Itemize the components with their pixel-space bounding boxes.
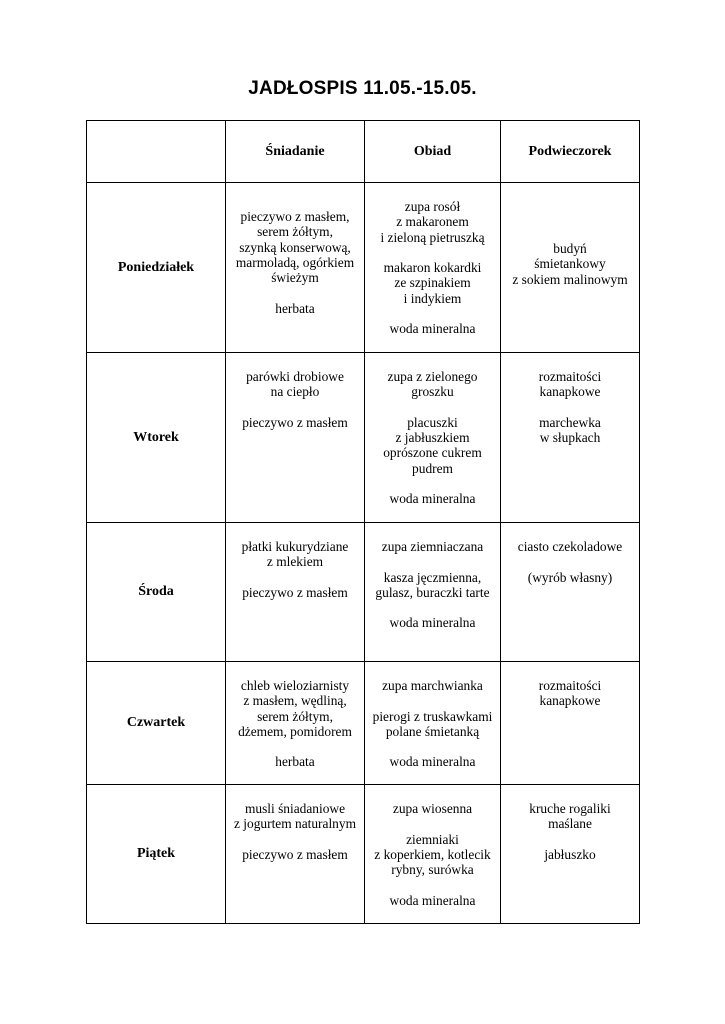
header-empty (87, 121, 226, 183)
menu-item-line: oprószone cukrem (383, 445, 482, 461)
menu-item-line: i zieloną pietruszką (380, 229, 485, 245)
sniadanie-cell (226, 523, 365, 662)
menu-table (86, 120, 640, 924)
menu-item-line: w słupkach (539, 430, 601, 446)
table-row (87, 785, 640, 924)
menu-item-line: kanapkowe (539, 693, 601, 709)
sniadanie-cell (226, 183, 365, 353)
menu-item-line: groszku (411, 384, 454, 400)
menu-item-line: z koperkiem, kotlecik (374, 846, 491, 862)
line-gap (230, 832, 360, 847)
menu-item-line: zupa rosół (404, 199, 461, 214)
day-label: Poniedziałek (87, 183, 226, 353)
line-gap (369, 739, 496, 754)
menu-item-line: pieczywo z masłem (242, 846, 348, 862)
menu-item-line: z masłem, wędliną, (243, 693, 347, 709)
line-gap (369, 877, 496, 892)
table-row (87, 183, 640, 353)
menu-item-line: kruche rogaliki (529, 801, 611, 816)
menu-item-line: woda mineralna (389, 321, 476, 337)
line-gap (369, 245, 496, 260)
line-gap (505, 832, 635, 847)
obiad-cell (365, 183, 501, 353)
menu-item-line: pieczywo z masłem (242, 584, 348, 600)
menu-item-line: (wyrób własny) (527, 569, 613, 585)
menu-item-line: płatki kukurydziane (241, 539, 349, 554)
menu-item-line: dżemem, pomidorem (238, 723, 352, 739)
line-gap (230, 570, 360, 585)
menu-item-line: parówki drobiowe (246, 369, 344, 384)
sniadanie-cell (226, 353, 365, 523)
podwieczorek-cell (501, 785, 640, 924)
menu-item-line: serem żółtym, (257, 708, 333, 724)
day-label: Wtorek (87, 353, 226, 523)
header-podwieczorek: Podwieczorek (501, 121, 640, 183)
menu-item-line: placuszki (407, 414, 458, 430)
line-gap (230, 285, 360, 300)
menu-item-line: z jogurtem naturalnym (234, 816, 356, 832)
menu-item-line: budyń (553, 241, 587, 256)
day-label: Środa (87, 523, 226, 662)
obiad-cell (365, 523, 501, 662)
line-gap (369, 306, 496, 321)
menu-item-line: pieczywo z masłem (242, 414, 348, 430)
podwieczorek-cell (501, 523, 640, 662)
menu-item-line: śmietankowy (534, 256, 606, 272)
menu-item-line: kanapkowe (539, 384, 601, 400)
menu-item-line: musli śniadaniowe (244, 801, 346, 816)
menu-item-line: woda mineralna (389, 754, 476, 770)
line-gap (369, 693, 496, 708)
sniadanie-cell (226, 785, 365, 924)
line-gap (505, 554, 635, 569)
menu-item-line: zupa marchwianka (382, 678, 483, 693)
menu-item-line: z jabłuszkiem (395, 430, 470, 446)
obiad-cell (365, 353, 501, 523)
menu-item-line: szynką konserwową, (239, 239, 351, 255)
menu-item-line: zupa ziemniaczana (381, 539, 484, 554)
line-gap (230, 739, 360, 754)
header-row (87, 121, 640, 183)
obiad-cell (365, 785, 501, 924)
day-label: Piątek (87, 785, 226, 924)
menu-item-line: herbata (275, 754, 315, 770)
menu-item-line: na ciepło (270, 384, 320, 400)
podwieczorek-cell (501, 353, 640, 523)
line-gap (230, 400, 360, 415)
menu-item-line: zupa wiosenna (392, 801, 473, 816)
line-gap (369, 554, 496, 569)
menu-item-line: z mlekiem (266, 554, 324, 570)
day-label: Czwartek (87, 662, 226, 785)
menu-item-line: marmoladą, ogórkiem (235, 254, 355, 270)
menu-item-line: pierogi z truskawkami (372, 708, 493, 724)
menu-item-line: rozmaitości (538, 369, 602, 384)
sniadanie-cell (226, 662, 365, 785)
menu-item-line: pieczywo z masłem, (240, 209, 350, 224)
podwieczorek-cell (501, 183, 640, 353)
menu-item-line: marchewka (539, 414, 601, 430)
menu-item-line: gulasz, buraczki tarte (375, 584, 490, 600)
menu-item-line: serem żółtym, (257, 224, 333, 240)
menu-item-line: i indykiem (403, 290, 462, 306)
menu-item-line: pudrem (412, 460, 453, 476)
table-row (87, 662, 640, 785)
line-gap (369, 816, 496, 831)
menu-item-line: zupa z zielonego (387, 369, 478, 384)
menu-item-line: jabłuszko (544, 846, 596, 862)
menu-item-line: z sokiem malinowym (512, 271, 628, 287)
menu-item-line: kasza jęczmienna, (383, 569, 482, 585)
menu-item-line: z makaronem (396, 214, 469, 230)
line-gap (369, 476, 496, 491)
line-gap (369, 400, 496, 415)
menu-item-line: rybny, surówka (391, 862, 474, 878)
menu-item-line: herbata (275, 300, 315, 316)
podwieczorek-cell (501, 662, 640, 785)
menu-item-line: rozmaitości (538, 678, 602, 693)
menu-item-line: ziemniaki (406, 831, 459, 847)
obiad-cell (365, 662, 501, 785)
menu-item-line: ciasto czekoladowe (517, 539, 623, 554)
line-gap (505, 400, 635, 415)
table-row (87, 353, 640, 523)
header-sniadanie: Śniadanie (226, 121, 365, 183)
page-title: JADŁOSPIS 11.05.-15.05. (248, 78, 477, 99)
menu-item-line: świeżym (271, 270, 319, 286)
menu-item-line: chleb wieloziarnisty (240, 678, 350, 693)
menu-item-line: ze szpinakiem (394, 275, 471, 291)
menu-item-line: maślane (548, 816, 592, 832)
menu-item-line: makaron kokardki (383, 260, 482, 276)
menu-item-line: polane śmietanką (385, 723, 480, 739)
line-gap (369, 600, 496, 615)
menu-item-line: woda mineralna (389, 491, 476, 507)
header-obiad: Obiad (365, 121, 501, 183)
table-row (87, 523, 640, 662)
menu-item-line: woda mineralna (389, 892, 476, 908)
menu-item-line: woda mineralna (389, 615, 476, 631)
